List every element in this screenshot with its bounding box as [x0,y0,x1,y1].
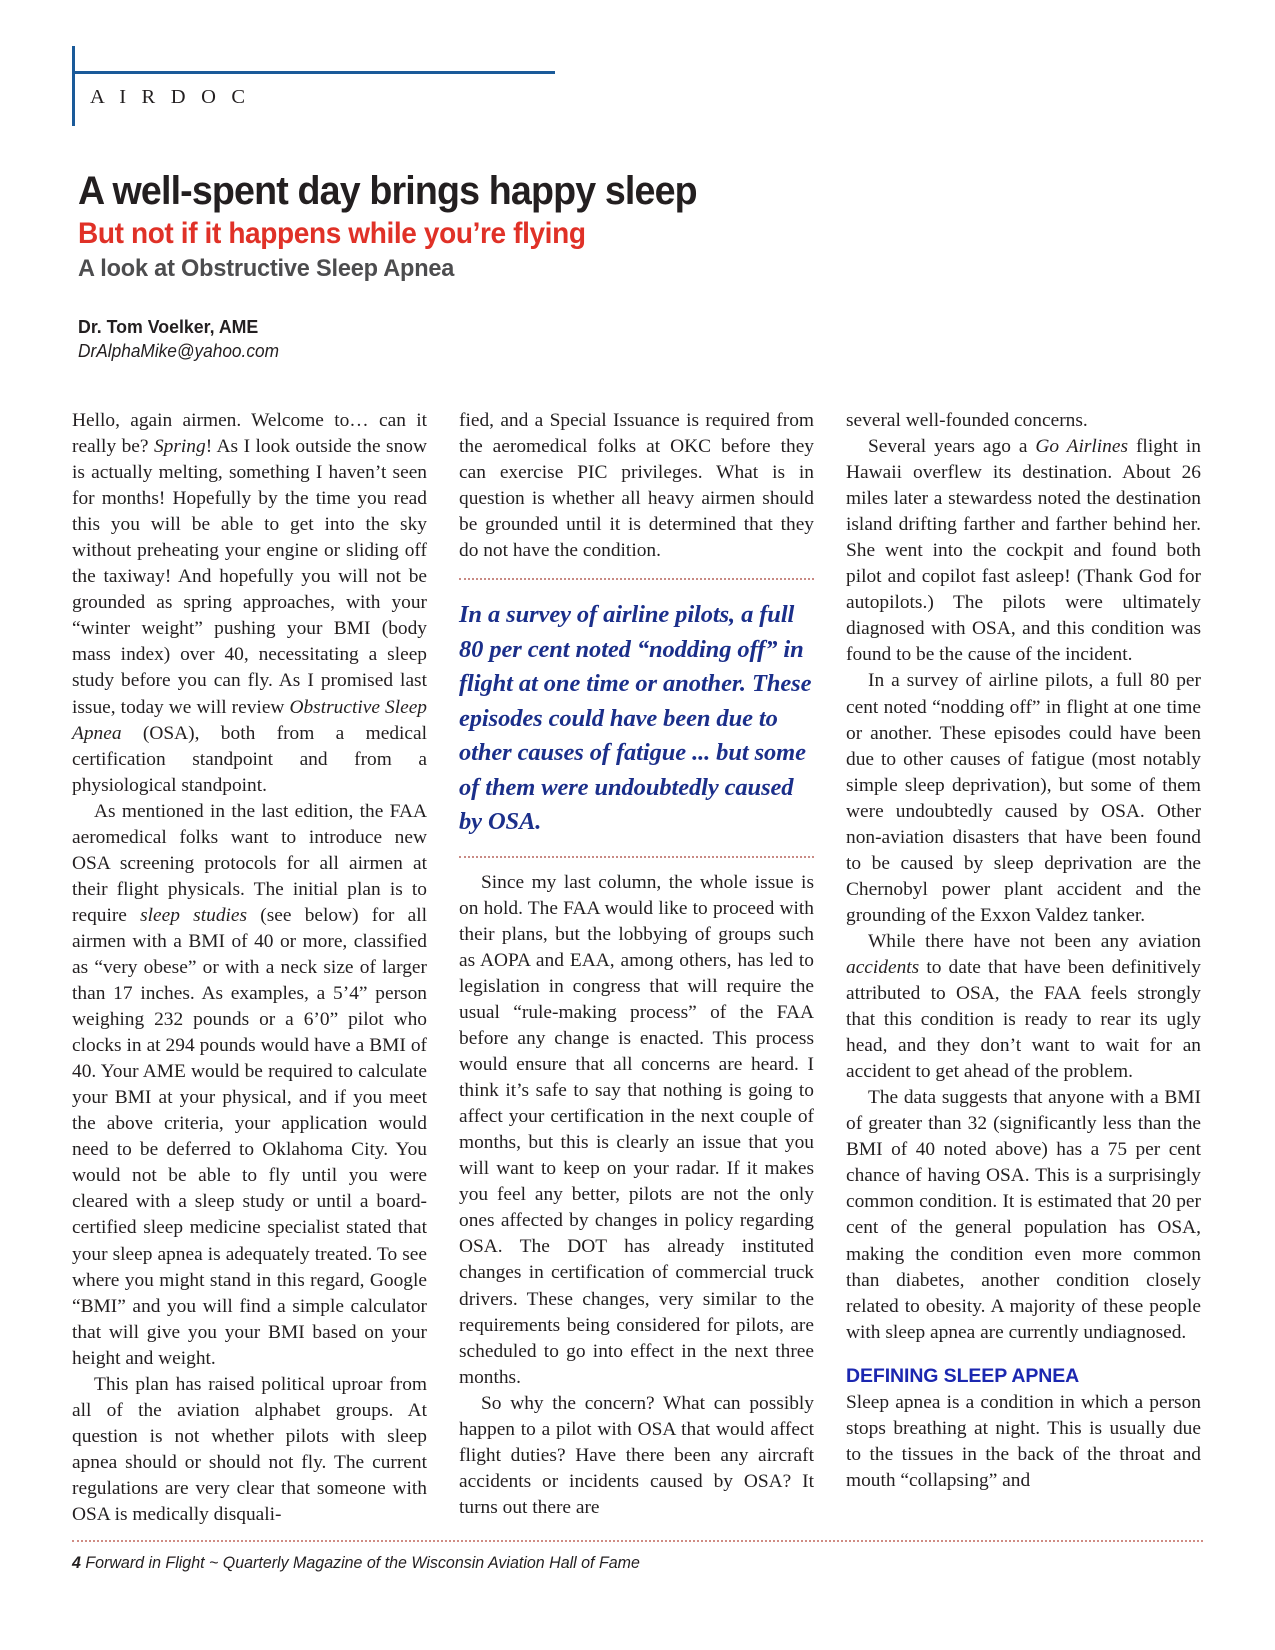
column-1 [72,408,427,1525]
author-name: Dr. Tom Voelker, AME [78,316,259,337]
pull-quote-text: In a survey of airline pilots, a full 80 per cent noted “nodding off” in flight at one time or another. These episodes could have been due to other causes of fatigue ... but some of them were undoubtedly caused by OSA. [459,601,812,836]
paragraph: While there have not been any aviation accidents to date that have been definitively attributed to OSA, the FAA feels strongly that this condition is ready to rear its ugly head, and they don’t want to wait for an accident to get ahead of the problem. [846,930,1201,1083]
masthead-label: A I R D O C [90,86,251,108]
subtitle-gray: A look at Obstructive Sleep Apnea [78,255,455,282]
masthead-horizontal-rule [72,71,555,74]
section-heading: DEFINING SLEEP APNEA [846,1364,1080,1387]
title-block [78,168,1078,363]
footer-rule [72,1540,1203,1542]
author-email: DrAlphaMike@yahoo.com [78,341,279,361]
paragraph: Several years ago a Go Airlines flight in Hawaii overflew its destination. About 26 miles later a stewardess noted the destination island drifting farther and farther behind her. She went into the cockpit and found both pilot and copilot fast asleep! (Thank God for autopilots.) The pilots were ultimately diagnosed with OSA, and this condition was found to be the cause of the incident. [846,436,1201,666]
pull-quote-block [459,578,814,858]
page-footer [72,1540,1203,1574]
paragraph: several well-founded concerns. [846,410,1088,431]
paragraph: fied, and a Special Issuance is required from the aeromedical folks at OKC before they can exercise PIC privileges. What is in question is whether all heavy airmen should be grounded until it is determined that they do not have the condition. [459,410,814,562]
subtitle-red: But not if it happens while you’re flying [78,217,586,250]
article-columns [72,408,1203,1525]
paragraph: Hello, again airmen. Welcome to… can it really be? Spring! As I look outside the snow is actually melting, something I haven’t seen for months! Hopefully by the time you read this you will be able to get into the sky without preheating your engine or sliding off the taxiway! And hopefully you will not be grounded as spring approaches, with your “winter weight” pushing your BMI (body mass index) over 40, necessitating a sleep study before you can fly. As I promised last issue, today we will review Obstructive Sleep Apnea (OSA), both from a medical certification standpoint and from a physiological standpoint. [72,410,427,796]
pull-quote-rule-bottom [459,856,814,858]
paragraph: As mentioned in the last edition, the FAA aeromedical folks want to introduce new OSA screening protocols for all airmen at their flight physicals. The initial plan is to require sleep studies (see below) for all airmen with a BMI of 40 or more, classified as “very obese” or with a neck size of larger than 17 inches. As examples, a 5’4” person weighing 232 pounds or a 6’0” pilot who clocks in at 294 pounds would have a BMI of 40. Your AME would be required to calculate your BMI at your physical, and if you meet the above criteria, your application would need to be deferred to Oklahoma City. You would not be able to fly until you were cleared with a sleep study or until a board-certified sleep medicine specialist stated that your sleep apnea is adequately treated. To see where you might stand in this regard, Google “BMI” and you will find a simple calculator that will give you your BMI based on your height and weight. [72,800,427,1369]
paragraph: The data suggests that anyone with a BMI of greater than 32 (significantly less than the BMI of 40 noted above) has a 75 per cent chance of having OSA. This is a surprisingly common condition. It is estimated that 20 per cent of the general population has OSA, making the condition even more common than diabetes, another condition closely related to obesity. A majority of these people with sleep apnea are currently undiagnosed. [846,1087,1201,1343]
paragraph: In a survey of airline pilots, a full 80 per cent noted “nodding off” in flight at one time or another. These episodes could have been due to other causes of fatigue (most notably simple sleep deprivation), but some of them were undoubtedly caused by OSA. Other non-aviation disasters that have been found to be caused by sleep deprivation are the Chernobyl power plant accident and the grounding of the Exxon Valdez tanker. [846,670,1201,926]
paragraph: So why the concern? What can possibly happen to a pilot with OSA that would affect flight duties? Have there been any aircraft accidents or incidents caused by OSA? It turns out there are [459,1392,814,1518]
column-2 [459,408,814,1518]
paragraph: Sleep apnea is a condition in which a person stops breathing at night. This is usually due to the tissues in the back of the throat and mouth “collapsing” and [846,1391,1201,1491]
masthead-vertical-rule [72,46,75,126]
paragraph: This plan has raised political uproar from all of the aviation alphabet groups. At question is not whether pilots with sleep apnea should or should not fly. The current regulations are very clear that someone with OSA is medically disquali- [72,1373,427,1525]
masthead [72,46,1203,141]
column-3 [846,408,1201,1491]
page-title: A well-spent day brings happy sleep [78,169,697,213]
paragraph: Since my last column, the whole issue is on hold. The FAA would like to proceed with their plans, but the lobbying of groups such as AOPA and EAA, among others, has led to legislation in congress that will require the usual “rule-making process” of the FAA before any change is enacted. This process would ensure that all concerns are heard. I think it’s safe to say that nothing is going to affect your certification in the next couple of months, but this is clearly an issue that you will want to keep on your radar. If it makes you feel any better, pilots are not the only ones affected by changes in policy regarding OSA. The DOT has already instituted changes in certification of commercial truck drivers. These changes, very similar to the requirements being considered for pilots, are scheduled to go into effect in the next three months. [459,871,814,1388]
footer-text [72,1552,1169,1574]
footer-magazine-title: Forward in Flight ~ Quarterly Magazine of the Wisconsin Aviation Hall of Fame [85,1554,640,1572]
page-number: 4 [72,1554,81,1572]
pull-quote-rule-top [459,578,814,580]
